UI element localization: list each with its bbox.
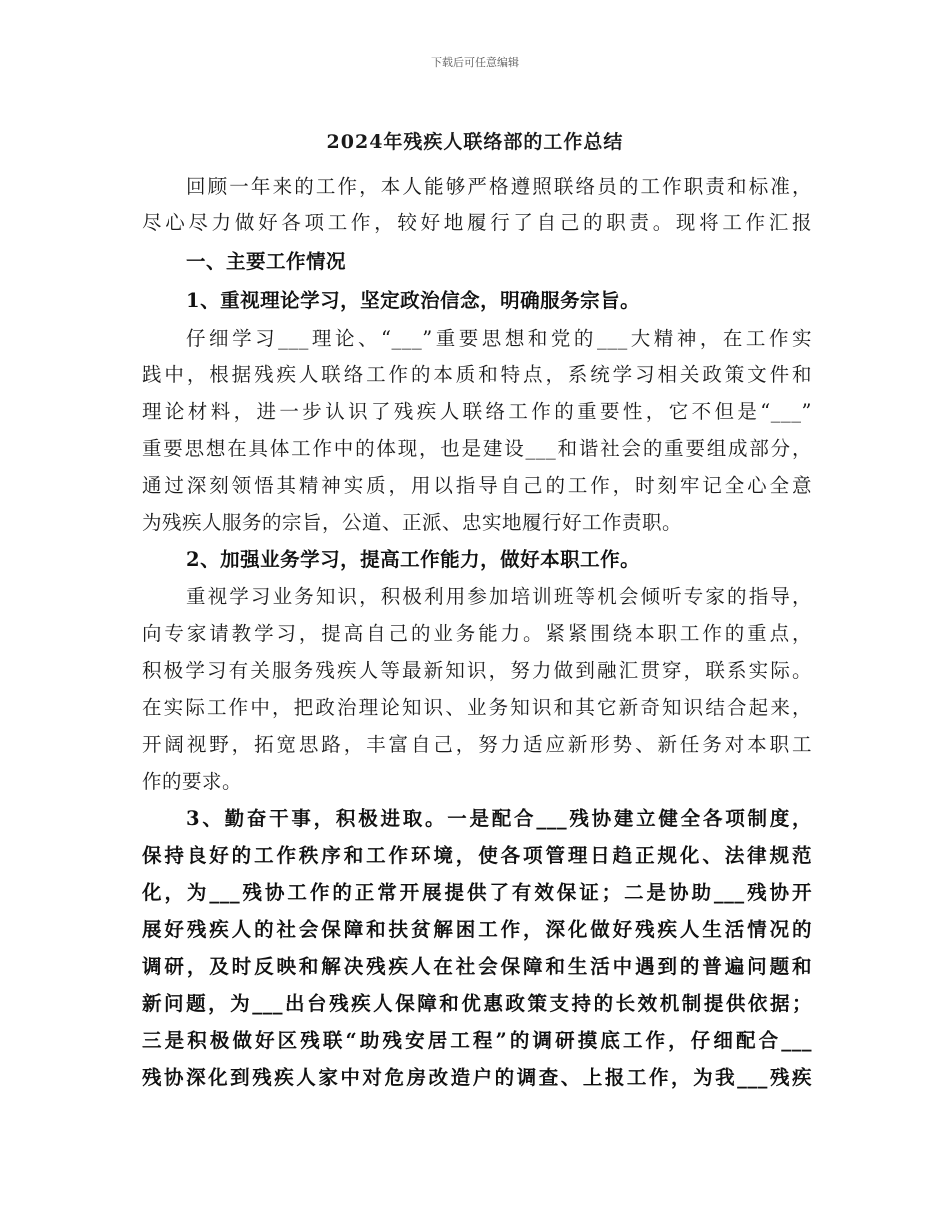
paragraph-line: 回顾一年来的工作，本人能够严格遵照联络员的工作职责和标准， — [186, 175, 812, 198]
paragraph-line: 通过深刻领悟其精神实质，用以指导自己的工作，时刻牢记全心全意 — [142, 474, 812, 497]
bold-paragraph-line: 化，为___残协工作的正常开展提供了有效保证；二是协助___残协开 — [142, 881, 812, 904]
page-header: 下载后可任意编辑 — [431, 56, 519, 69]
subsection-heading: 2、加强业务学习，提高工作能力，做好本职工作。 — [186, 548, 641, 571]
bold-paragraph-line: 调研，及时反映和解决残疾人在社会保障和生活中遇到的普遍问题和 — [142, 955, 812, 978]
paragraph-line: 仔细学习___理论、“___”重要思想和党的___大精神，在工作实 — [186, 327, 812, 350]
paragraph-line: 积极学习有关服务残疾人等最新知识，努力做到融汇贯穿，联系实际。 — [142, 659, 812, 682]
section-heading: 一、主要工作情况 — [186, 250, 347, 273]
bold-paragraph-line: 3、勤奋干事，积极进取。一是配合___残协建立健全各项制度， — [186, 807, 812, 830]
paragraph-line: 尽心尽力做好各项工作，较好地履行了自己的职责。现将工作汇报 — [142, 211, 812, 234]
paragraph-line: 开阔视野，拓宽思路，丰富自己，努力适应新形势、新任务对本职工 — [142, 733, 812, 756]
bold-paragraph-line: 残协深化到残疾人家中对危房改造户的调查、上报工作，为我___残疾 — [142, 1066, 812, 1089]
subsection-heading: 1、重视理论学习，坚定政治信念，明确服务宗旨。 — [186, 289, 641, 312]
paragraph-line: 为残疾人服务的宗旨，公道、正派、忠实地履行好工作责职。 — [142, 511, 683, 534]
bold-paragraph-line: 保持良好的工作秩序和工作环境，使各项管理日趋正规化、法律规范 — [142, 844, 812, 867]
paragraph-line: 重要思想在具体工作中的体现，也是建设___和谐社会的重要组成部分， — [142, 437, 812, 460]
bold-paragraph-line: 三是积极做好区残联“助残安居工程”的调研摸底工作，仔细配合___ — [142, 1029, 812, 1052]
paragraph-line: 理论材料，进一步认识了残疾人联络工作的重要性，它不但是“___” — [142, 400, 812, 423]
paragraph-line: 践中，根据残疾人联络工作的本质和特点，系统学习相关政策文件和 — [142, 363, 812, 386]
paragraph-line: 在实际工作中，把政治理论知识、业务知识和其它新奇知识结合起来， — [142, 696, 812, 719]
bold-paragraph-line: 展好残疾人的社会保障和扶贫解困工作，深化做好残疾人生活情况的 — [142, 918, 812, 941]
bold-paragraph-line: 新问题，为___出台残疾人保障和优惠政策支持的长效机制提供依据； — [142, 992, 812, 1015]
paragraph-line: 向专家请教学习，提高自己的业务能力。紧紧围绕本职工作的重点， — [142, 622, 812, 645]
paragraph-line: 作的要求。 — [142, 770, 243, 793]
document-title: 2024年残疾人联络部的工作总结 — [326, 131, 624, 153]
paragraph-line: 重视学习业务知识，积极利用参加培训班等机会倾听专家的指导， — [186, 585, 812, 608]
